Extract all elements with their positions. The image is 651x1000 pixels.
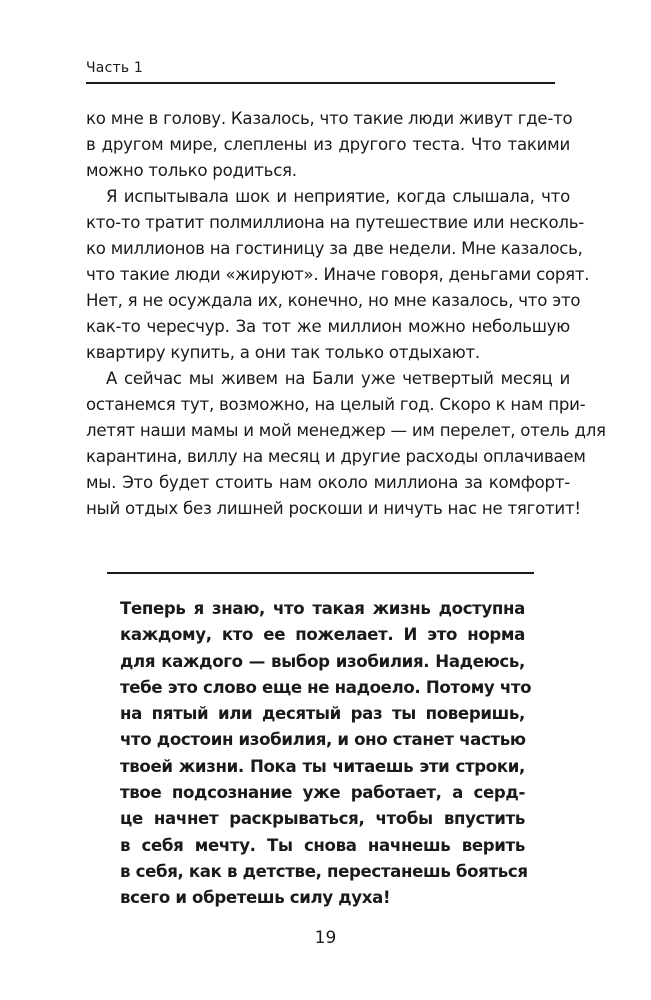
running-head: Часть 1 <box>86 60 144 76</box>
body-line: квартиру купить, а они так только отдыхают. <box>86 343 480 362</box>
body-line: ный отдых без лишней роскоши и ничуть нас не тяготит! <box>86 499 581 518</box>
quote-line: для каждого — выбор изобилия. Надеюсь, <box>120 651 525 671</box>
body-text <box>86 106 606 522</box>
body-line: Нет, я не осуждала их, конечно, но мне казалось, что это <box>86 291 581 310</box>
body-line: кто-то тратит полмиллиона на путешествие или несколь- <box>86 213 585 232</box>
body-line: летят наши мамы и мой менеджер — им перелет, отель для <box>86 421 606 440</box>
body-line: ко мне в голову. Казалось, что такие люди живут где-то <box>86 109 573 128</box>
body-line: как-то чересчур. За тот же миллион можно небольшую <box>86 317 570 336</box>
body-line: ко миллионов на гостиницу за две недели. Мне казалось, <box>86 239 583 258</box>
quote-line: что достоин изобилия, и оно станет частью <box>120 730 526 750</box>
body-line: карантина, виллу на месяц и другие расходы оплачиваем <box>86 447 586 466</box>
quote-line: каждому, кто ее пожелает. И это норма <box>120 625 525 645</box>
body-line: в другом мире, слеплены из другого теста. Что такими <box>86 135 570 154</box>
body-line: мы. Это будет стоить нам около миллиона за комфорт- <box>86 473 570 492</box>
body-line: останемся тут, возможно, на целый год. Скоро к нам при- <box>86 395 586 414</box>
quote-line: всего и обретешь силу духа! <box>120 888 391 908</box>
quote-line: твое подсознание уже работает, а серд- <box>120 783 525 803</box>
body-line: можно только родиться. <box>86 161 297 180</box>
quote-line: Теперь я знаю, что такая жизнь доступна <box>120 599 525 618</box>
quote-line: в себя мечту. Ты снова начнешь верить <box>120 835 525 855</box>
quote-line: тебе это слово еще не надоело. Потому что <box>120 677 532 697</box>
body-line: что такие люди «жируют». Иначе говоря, деньгами сорят. <box>86 265 590 284</box>
quote-divider <box>107 572 534 574</box>
body-line: Я испытывала шок и неприятие, когда слышала, что <box>106 187 570 206</box>
highlight-quote <box>120 596 532 912</box>
body-line: А сейчас мы живем на Бали уже четвертый месяц и <box>106 369 570 388</box>
quote-line: на пятый или десятый раз ты поверишь, <box>120 704 525 724</box>
quote-line: твоей жизни. Пока ты читаешь эти строки, <box>120 756 525 776</box>
quote-line: це начнет раскрываться, чтобы впустить <box>120 809 525 829</box>
quote-line: в себя, как в детстве, перестанешь бояться <box>120 861 528 881</box>
header-divider <box>86 82 555 84</box>
page-number: 19 <box>314 928 337 948</box>
